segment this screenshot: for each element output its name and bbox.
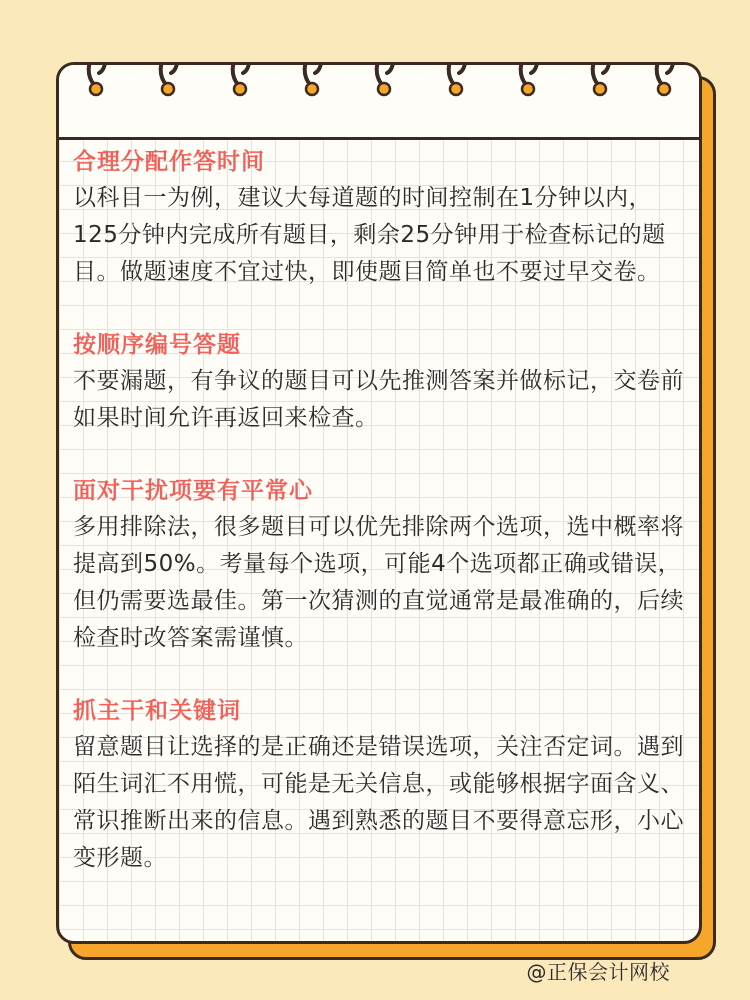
section-body: 不要漏题，有争议的题目可以先推测答案并做标记，交卷前如果时间允许再返回来检查。 [73, 368, 684, 431]
tips-content [73, 144, 685, 913]
spiral-ring-icon [81, 62, 111, 111]
notepad-binding [59, 65, 699, 140]
section-heading: 抓主干和关键词 [73, 698, 241, 724]
spiral-ring-icon [649, 62, 679, 111]
notepad-card [56, 62, 702, 944]
spiral-ring-icon [297, 62, 327, 111]
tip-section-keywords [73, 693, 685, 877]
tip-section-order [73, 327, 685, 437]
section-heading: 合理分配作答时间 [73, 149, 265, 175]
watermark-credit: @正保会计网校 [526, 960, 670, 984]
section-body: 留意题目让选择的是正确还是错误选项，关注否定词。遇到陌生词汇不用慌，可能是无关信息，或能够根据字面含义、常识推断出来的信息。遇到熟悉的题目不要得意忘形，小心变形题。 [73, 734, 684, 871]
spiral-ring-icon [369, 62, 399, 111]
section-body: 多用排除法，很多题目可以优先排除两个选项，选中概率将提高到50%。考量每个选项，可能4个选项都正确或错误，但仍需要选最佳。第一次猜测的直觉通常是最准确的，后续检查时改答案需谨慎。 [73, 514, 684, 651]
tip-section-time [73, 144, 685, 291]
spiral-ring-icon [441, 62, 471, 111]
section-heading: 面对干扰项要有平常心 [73, 478, 313, 504]
tip-section-distractors [73, 473, 685, 657]
spiral-ring-icon [153, 62, 183, 111]
section-body: 以科目一为例，建议大每道题的时间控制在1分钟以内，125分钟内完成所有题目，剩余25分钟用于检查标记的题目。做题速度不宜过快，即使题目简单也不要过早交卷。 [73, 185, 666, 285]
section-heading: 按顺序编号答题 [73, 332, 241, 358]
spiral-ring-icon [513, 62, 543, 111]
spiral-ring-icon [585, 62, 615, 111]
spiral-ring-icon [225, 62, 255, 111]
